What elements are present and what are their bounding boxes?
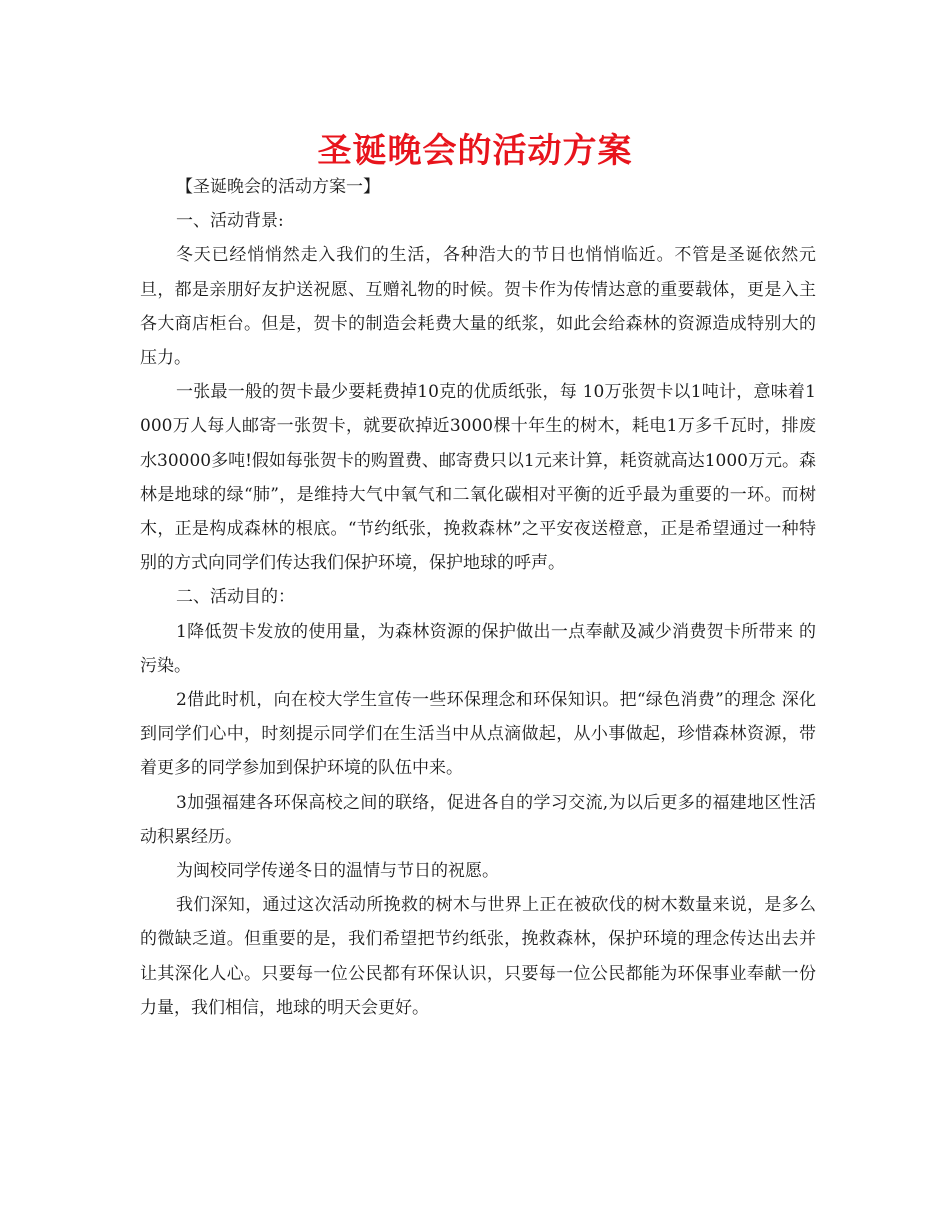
- document-body: [140, 170, 816, 1025]
- paragraph: 我们深知，通过这次活动所挽救的树木与世界上正在被砍伐的树木数量来说，是多么的微缺乏道。但重要的是，我们希望把节约纸张，挽救森林，保护环境的理念传达出去并让其深化人心。只要每一位公民都有环保认识，只要每一位公民都能为环保事业奉献一份力量，我们相信，地球的明天会更好。: [140, 895, 816, 1018]
- paragraph: 为闽校同学传递冬日的温情与节日的祝愿。: [176, 861, 499, 882]
- document-title: 圣诞晚会的活动方案: [317, 131, 633, 171]
- section-heading-plan-one: 【圣诞晚会的活动方案一】: [176, 177, 380, 197]
- list-item: 1降低贺卡发放的使用量，为森林资源的保护做出一点奉献及减少消费贺卡所带来 的污染。: [140, 621, 816, 676]
- list-item: 3加强福建各环保高校之间的联络，促进各自的学习交流,为以后更多的福建地区性活动积累经历。: [140, 792, 816, 847]
- paragraph: 冬天已经悄悄然走入我们的生活，各种浩大的节日也悄悄临近。不管是圣诞依然元旦，都是亲朋好友护送祝愿、互赠礼物的时候。贺卡作为传情达意的重要载体，更是入主各大商店柜台。但是，贺卡的制造会耗费大量的纸浆，如此会给森林的资源造成特别大的压力。: [140, 245, 816, 369]
- section-heading-purpose: 二、活动目的：: [176, 587, 295, 608]
- paragraph: 一张最一般的贺卡最少要耗费掉10克的优质纸张，每 10万张贺卡以1吨计，意味着1000万人每人邮寄一张贺卡，就要砍掉近3000棵十年生的树木，耗电1万多千瓦时，排废水30000多吨!假如每张贺卡的购置费、邮寄费只以1元来计算，耗资就高达1000万元。森林是地球的绿“肺”，是维持大气中氧气和二氧化碳相对平衡的近乎最为重要的一环。而树木，正是构成森林的根底。“节约纸张，挽救森林”之平安夜送橙意，正是希望通过一种特别的方式向同学们传达我们保护环境，保护地球的呼声。: [140, 382, 816, 574]
- section-heading-background: 一、活动背景:: [176, 211, 284, 232]
- list-item: 2借此时机，向在校大学生宣传一些环保理念和环保知识。把“绿色消费”的理念 深化到同学们心中，时刻提示同学们在生活当中从点滴做起，从小事做起，珍惜森林资源，带着更多的同学参加到保护环境的队伍中来。: [140, 690, 816, 779]
